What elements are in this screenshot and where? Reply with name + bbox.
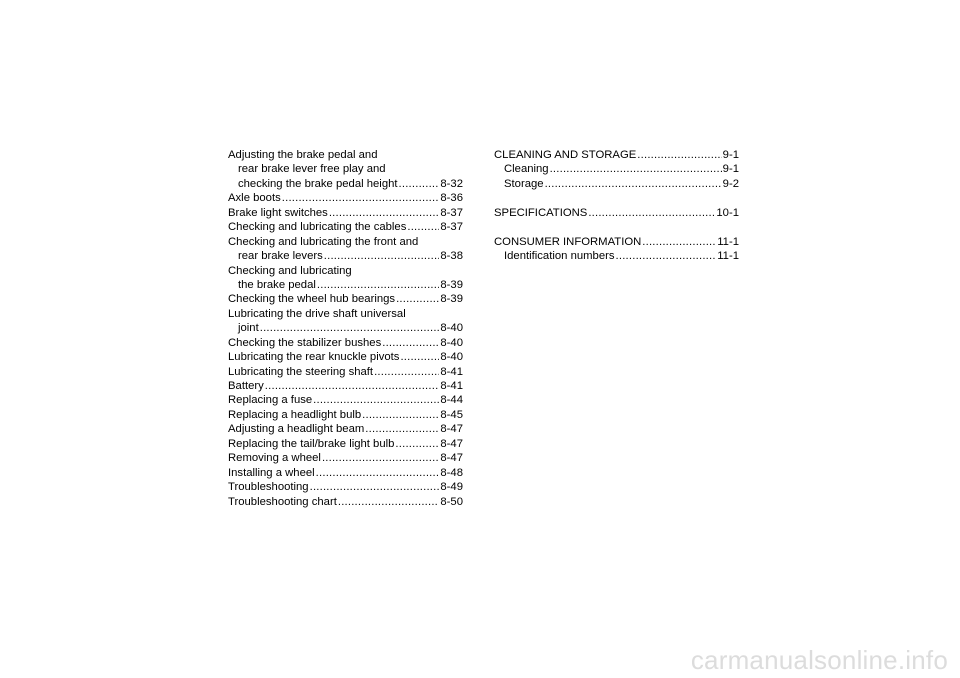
toc-page-number: 8-45 [440,408,463,421]
toc-entry-title: Removing a wheel [228,452,321,465]
toc-dot-leader [265,379,440,393]
watermark: carmanualsonline.info [690,645,948,675]
toc-page-number: 8-40 [440,336,463,349]
toc-dot-leader [362,408,439,422]
toc-entry-title: Adjusting the brake pedal and [228,149,378,161]
toc-entry-line[interactable] [228,451,463,465]
toc-left-column [228,148,463,509]
toc-page-number: 8-36 [440,192,463,205]
toc-entry-line[interactable] [228,466,463,480]
toc-dot-leader [642,235,716,249]
toc-entry-line[interactable] [228,408,463,422]
toc-page-number: 8-47 [440,437,463,450]
toc-entry-line[interactable] [228,162,463,176]
toc-entry-title: Lubricating the drive shaft universal [228,307,406,320]
toc-page-number: 8-39 [440,278,463,291]
toc-entry-line[interactable] [228,480,463,494]
toc-dot-leader [545,177,722,191]
toc-dot-leader [322,451,439,465]
toc-entry-line[interactable] [228,321,463,335]
toc-entry-line[interactable] [228,278,463,292]
toc-entry-line[interactable] [228,350,463,364]
toc-entry-title: SPECIFICATIONS [494,206,588,219]
toc-dot-leader [282,191,440,205]
toc-page-number: 10-1 [716,206,739,219]
toc-entry-line[interactable] [228,437,463,451]
toc-entry-line[interactable] [228,235,463,249]
toc-page-number: 8-37 [440,206,463,219]
toc-dot-leader [310,480,440,494]
toc-entry-title: Storage [504,177,544,190]
toc-page-number: 8-41 [440,380,463,392]
toc-entry-line[interactable] [228,307,463,321]
toc-entry-title: Adjusting a headlight beam [228,423,365,436]
toc-entry-title: Lubricating the rear knuckle pivots [228,351,400,364]
toc-dot-leader [400,350,439,364]
toc-dot-leader [365,422,439,436]
toc-spacer [494,191,739,205]
toc-spacer [494,220,739,234]
toc-page-number: 8-49 [440,481,463,494]
toc-page-number: 8-41 [440,365,463,378]
toc-entry-title: Replacing a fuse [228,394,313,407]
toc-entry-line[interactable] [228,177,463,191]
toc-page-number: 9-2 [722,177,739,190]
toc-entry-line[interactable] [228,148,463,162]
toc-entry-title: Checking and lubricating [228,264,352,277]
toc-dot-leader [374,365,439,379]
toc-entry-line[interactable] [494,235,739,249]
toc-entry-title: rear brake lever free play and [238,163,386,176]
toc-page-number: 8-40 [440,322,463,335]
toc-entry-title: Battery [228,380,264,392]
toc-right-column [494,148,739,264]
toc-entry-line[interactable] [228,393,463,407]
toc-entry-line[interactable] [228,422,463,436]
toc-page-number: 8-48 [440,466,463,479]
toc-entry-line[interactable] [228,191,463,205]
toc-entry-title: Troubleshooting chart [228,495,337,508]
toc-entry-line[interactable] [494,177,739,191]
toc-entry-line[interactable] [228,379,463,393]
toc-entry-line[interactable] [494,162,739,176]
toc-entry-line[interactable] [228,336,463,350]
toc-page-number: 8-32 [440,177,463,190]
toc-entry-line[interactable] [228,249,463,263]
toc-page-number: 8-44 [440,394,463,407]
toc-dot-leader [316,466,440,480]
toc-entry-title: Brake light switches [228,206,328,219]
toc-entry-title: Identification numbers [504,250,615,263]
toc-dot-leader [329,206,440,220]
toc-entry-title: CONSUMER INFORMATION [494,235,642,248]
toc-page-number: 9-1 [722,163,739,176]
toc-page-number: 11-1 [717,250,739,263]
toc-dot-leader [588,206,715,220]
toc-entry-title: rear brake levers [238,250,323,263]
toc-page-number: 11-1 [717,235,739,248]
toc-dot-leader [382,336,439,350]
toc-page-number: 8-47 [440,452,463,465]
toc-entry-title: Checking and lubricating the cables [228,221,407,234]
toc-entry-title: Replacing a headlight bulb [228,408,362,421]
toc-entry-line[interactable] [228,292,463,306]
toc-entry-title: the brake pedal [238,278,316,291]
toc-dot-leader [395,437,439,451]
toc-entry-title: checking the brake pedal height [238,177,398,190]
toc-page-number: 8-50 [440,495,463,508]
toc-entry-line[interactable] [228,206,463,220]
toc-page-number: 8-37 [440,221,463,234]
toc-entry-title: joint [238,322,259,335]
toc-page-number: 9-1 [722,149,739,161]
toc-page-number: 8-47 [440,423,463,436]
toc-dot-leader [399,177,440,191]
toc-dot-leader [637,148,721,162]
toc-entry-line[interactable] [228,495,463,509]
toc-entry-line[interactable] [228,220,463,234]
toc-entry-line[interactable] [494,206,739,220]
toc-page-number: 8-38 [440,250,463,263]
toc-dot-leader [396,292,439,306]
toc-dot-leader [338,495,440,509]
toc-dot-leader [260,321,440,335]
toc-dot-leader [324,249,440,263]
toc-entry-line[interactable] [228,264,463,278]
toc-page-number: 8-39 [440,293,463,306]
toc-dot-leader [317,278,439,292]
toc-entry-title: Axle boots [228,192,281,205]
toc-entry-line[interactable] [494,148,739,162]
toc-entry-title: Checking the stabilizer bushes [228,336,382,349]
toc-entry-title: Troubleshooting [228,481,309,494]
toc-entry-title: CLEANING AND STORAGE [494,149,637,161]
toc-entry-title: Lubricating the steering shaft [228,365,374,378]
toc-dot-leader [407,220,439,234]
toc-entry-title: Checking and lubricating the front and [228,235,419,248]
toc-dot-leader [550,162,722,176]
toc-entry-line[interactable] [228,365,463,379]
toc-entry-title: Cleaning [504,163,549,176]
toc-entry-title: Replacing the tail/brake light bulb [228,437,395,450]
toc-entry-title: Installing a wheel [228,466,315,479]
toc-entry-line[interactable] [494,249,739,263]
toc-page-number: 8-40 [440,351,463,364]
toc-dot-leader [616,249,717,263]
toc-entry-title: Checking the wheel hub bearings [228,293,396,306]
toc-dot-leader [313,393,439,407]
